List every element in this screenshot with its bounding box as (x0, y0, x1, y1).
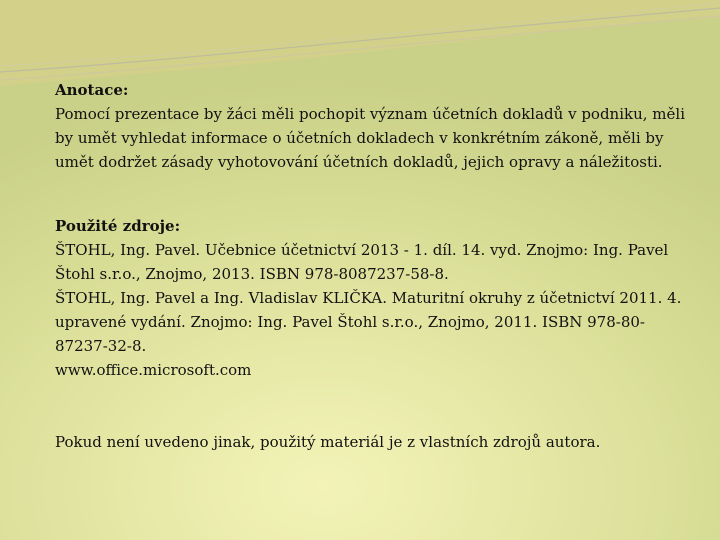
source-link[interactable]: www.office.microsoft.com (55, 361, 252, 379)
sources-heading: Použité zdroje: (55, 217, 181, 235)
footer-text: Pokud není uvedeno jinak, použitý materiál je z vlastních zdrojů autora. (55, 433, 601, 451)
abstract-heading: Anotace: (55, 81, 129, 99)
swoosh-band (0, 0, 720, 86)
slide-content (55, 78, 695, 454)
footer-section (55, 430, 695, 454)
sources-section (55, 214, 695, 382)
abstract-section (55, 78, 695, 174)
abstract-text: Pomocí prezentace by žáci měli pochopit význam účetních dokladů v podniku, měli by umět vyhledat informace o účetních dokladech v konkrétním zákoně, měli by umět dodržet zásady vyhotovování účetních dokladů, jejich opravy a náležitosti. (55, 105, 685, 171)
source-item: ŠTOHL, Ing. Pavel. Učebnice účetnictví 2013 - 1. díl. 14. vyd. Znojmo: Ing. Pavel Štohl s.r.o., Znojmo, 2013. ISBN 978-8087237-58-8. (55, 241, 669, 283)
source-item: ŠTOHL, Ing. Pavel a Ing. Vladislav KLIČKA. Maturitní okruhy z účetnictví 2011. 4. upravené vydání. Znojmo: Ing. Pavel Štohl s.r.o., Znojmo, 2011. ISBN 978-80-87237-32-8. (55, 289, 682, 355)
